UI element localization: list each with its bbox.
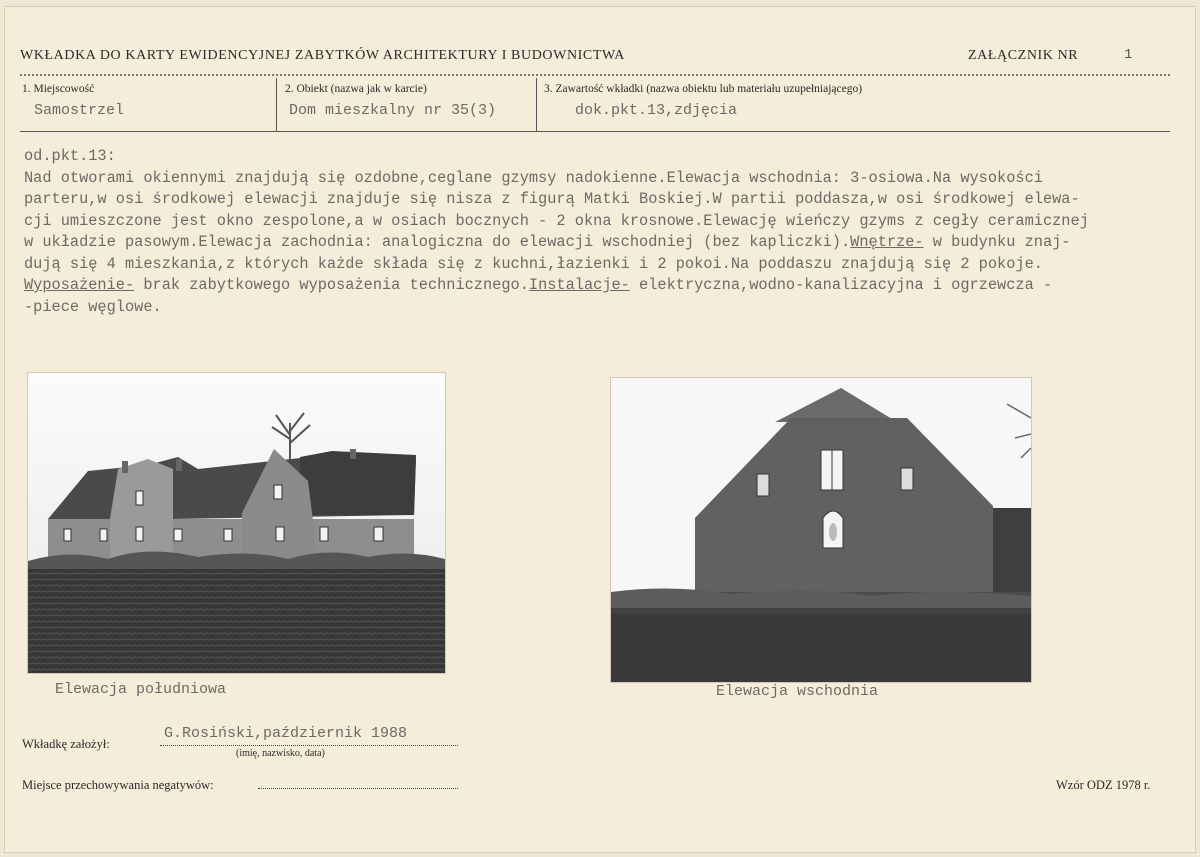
annex-number: 1 [1124,47,1133,63]
interior-heading: Wnętrze- [850,233,924,251]
fields-bottom-rule [20,131,1170,132]
card-title: WKŁADKA DO KARTY EWIDENCYJNEJ ZABYTKÓW ARCHITEKTURY I BUDOWNICTWA [20,48,625,63]
south-elevation-image [28,373,445,673]
negatives-line [258,788,458,789]
field-3-label: 3. Zawartość wkładki (nazwa obiektu lub materiału uzupełniającego) [544,83,863,95]
photo-east-elevation [610,377,1032,683]
header-divider [20,74,1170,76]
east-elevation-caption: Elewacja wschodnia [716,683,879,700]
field-3-value: dok.pkt.13,zdjęcia [575,102,738,119]
body-line: cji umieszczone jest okno zespolone,a w osiach bocznych - 2 okna krosnowe.Elewację wieńczy gzyms z cegły ceramicznej [24,211,1089,230]
body-line: dują się 4 mieszkania,z których każde składa się z kuchni,łazienki i 2 pokoi.Na poddaszu znajdują się 2 pokoje. [24,254,1043,273]
field-divider-1 [276,78,277,131]
body-line: od.pkt.13: [24,147,116,165]
east-elevation-image [611,378,1031,682]
body-line: w układzie pasowym.Elewacja zachodnia: analogiczna do elewacji wschodniej (bez kapliczki). [24,233,851,251]
body-line: parteru,w osi środkowej elewacji znajduje się nisza z figurą Matki Boskiej.W partii poddasza,w osi środkowej elewa- [24,190,1080,208]
equipment-heading: Wyposażenie- [24,276,135,294]
negatives-label: Miejsce przechowywania negatywów: [22,778,214,792]
body-line: Nad otworami okiennymi znajdują się ozdobne,ceglane gzymsy nadokienne.Elewacja wschodnia: 3-osiowa.Na wysokości [24,168,1043,187]
body-line: w budynku znaj- [923,233,1071,251]
field-2-label: 2. Obiekt (nazwa jak w karcie) [285,83,427,95]
founder-line [160,745,458,746]
field-1-label: 1. Miejscowość [22,83,95,95]
description-text [24,146,1184,318]
field-2-value: Dom mieszkalny nr 35(3) [289,102,497,119]
body-line: brak zabytkowego wyposażenia technicznego. [134,276,529,294]
annex-label: ZAŁĄCZNIK NR [968,48,1079,63]
field-1-value: Samostrzel [34,102,125,119]
south-elevation-caption: Elewacja południowa [55,681,227,698]
body-line: -piece węglowe. [24,297,162,316]
field-divider-2 [536,78,537,131]
photo-south-elevation [27,372,446,674]
founder-hint: (imię, nazwisko, data) [236,748,325,759]
form-id: Wzór ODZ 1978 r. [1056,778,1151,792]
body-line: elektryczna,wodno-kanalizacyjna i ogrzewcza - [629,276,1053,294]
installations-heading: Instalacje- [528,276,630,294]
founder-label: Wkładkę założył: [22,737,110,751]
founder-value: G.Rosiński,październik 1988 [164,725,408,742]
